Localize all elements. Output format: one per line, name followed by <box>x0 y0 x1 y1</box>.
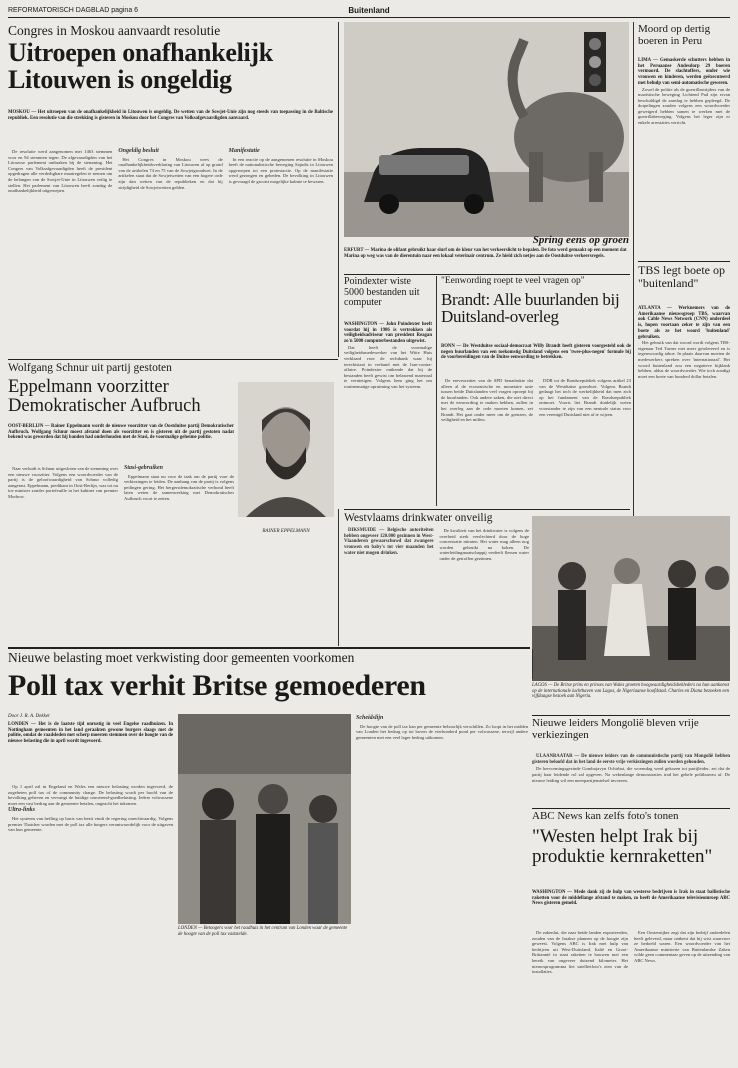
eppelmann-body <box>8 466 234 634</box>
eppelmann-kicker: Wolfgang Schnur uit partij gestoten <box>8 362 172 374</box>
column-divider <box>338 22 339 357</box>
westvlaams-body <box>344 528 529 646</box>
erfurt-photo <box>344 22 629 237</box>
eppelmann-body-p1: Naar verluidt is Schnur uitgesloten van de stemming over een nieuwe voorzitter. Volgens een woordvoerder van de partij is de geloofwaardigheid van Schnur volledig aangetast. Eppelmann, predikant in Oost-Berlijn, was tot nu toe minister zonder portefeuille in het kabinet van premier Modrow. <box>8 466 118 499</box>
divider-rule <box>344 509 630 510</box>
poindexter-body-wrap <box>344 322 432 502</box>
polltax-kicker: Nieuwe belasting moet verkwisting door gemeenten voorkomen <box>8 650 355 665</box>
divider-rule <box>8 359 338 360</box>
tbs-lead: ATLANTA — Werknemers van de Amerikaanse nieuwsgroep TBS, waarvan ook Cable News Network (CNN) onderdeel is, hopen voortaan zeker te zijn van een boete als ze het woord 'buitenland' gebruiken. <box>638 306 730 340</box>
eppelmann-photo-caption: RAINER EPPELMANN <box>262 529 310 534</box>
poindexter-lead: WASHINGTON — John Poindexter heeft voordat hij in 1986 is vertrokken als veiligheidsadviseur van president Reagan zo'n 5000 computerbestanden uitgewist. <box>344 322 432 345</box>
polltax-lead-wrap <box>8 722 173 782</box>
erfurt-caption: ERFURT — Marina de olifant gebruikt haar slurf om de kleur van het verkeerslicht te bepalen. De foto werd gemaakt op een moment dat Marina op weg was van de dierentuin naar een lokaal veterinair centrum. Ze hield zich netjes aan de Oostduitse verkeersregels. <box>344 248 627 259</box>
header-paper-name: REFORMATORISCH DAGBLAD pagina 6 <box>8 7 139 14</box>
erfurt-caption-wrap <box>344 248 629 270</box>
poindexter-headline-wrap <box>344 277 432 319</box>
moskou-body <box>8 149 333 354</box>
polltax-photo <box>178 714 351 924</box>
eppelmann-headline-wrap <box>8 378 238 422</box>
brandt-kicker-wrap <box>441 277 631 289</box>
moskou-subhead: Ongeldig besluit <box>118 148 159 154</box>
divider-rule <box>344 274 630 275</box>
header-section: Buitenland <box>348 6 390 15</box>
polltax-subhead-2: Scheidslijn <box>356 715 384 721</box>
abc-kicker: ABC News kan zelfs foto's tonen <box>532 810 679 822</box>
moskou-body-p3: In een reactie op de aangenomen resolutie in Moskou heeft de nationalistische beweging Sajudis in Litouwen opgeroepen tot een protestactie. Op de manifestatie werd gezongen en gebeden. De bevolking in Litouwen is gevraagd de grootst mogelijke kalmte te bewaren. <box>228 156 333 184</box>
eppelmann-headline: Eppelmann voorzitter Demokratischer Aufbruch <box>8 377 201 417</box>
moskou-lead-wrap <box>8 110 333 145</box>
column-divider <box>532 649 533 679</box>
peru-headline: Moord op dertig boeren in Peru <box>638 23 711 47</box>
moskou-body-p2: Het Congres in Moskou wees de onafhankelijkheidsverklaring van Litouwen af op grond van de artikelen 74 en 75 van de Sowjetgrondwet. In de artikelen staat dat de Sowjetwetten van een hogere orde zijn dan wetten van de republieken en dat bij strijdigheid de Sowjetwetten gelden. <box>118 156 223 190</box>
peru-lead: LIMA — Gemaskerde schutters hebben in het Peruaanse Andesdorp 29 boeren vermoord. De slachtoffers, onder wie vrouwen en kinderen, werden geëxecuteerd met behulp van semi-automatische geweren. <box>638 58 730 86</box>
moskou-kicker-wrap <box>8 24 333 38</box>
poindexter-headline: Poindexter wiste 5000 bestanden uit computer <box>344 276 420 308</box>
brandt-headline-wrap <box>441 291 631 343</box>
lagos-caption-wrap <box>532 683 730 713</box>
abc-body-p1: De zakenlui, die naar beide landen exporteerden, zouden van de Iraakse plannen op de hoogte zijn geweest. Volgens ABC is Irak met hulp van bedrijven uit West-Duitsland, Italië en Groot-Brittannië in staat raketten te bouwen met een bereik van ongeveer duizend kilometer. Het nieuwsprogramma liet satellietfoto's zien van de installaties. <box>532 930 628 975</box>
polltax-headline-wrap <box>8 671 528 707</box>
polltax-body-p1: Op 1 april zal in Engeland en Wales een nieuwe belasting worden ingevoerd, de zogeheten poll tax of de community charge. De belasting wordt per hoofd van de bevolking geheven en vervangt de huidige onroerend-goedbelasting. Iedere volwassene moet een vast bedrag aan de gemeente betalen, ongeacht het inkomen. <box>8 784 173 806</box>
abc-body-p2: Een Oostenrijker zegt dat zijn bedrijf onderdelen heeft geleverd, maar ontkent dat hij wist waarvoor ze bedoeld waren. Een woordvoerder van het Amerikaanse ministerie van Buitenlandse Zaken wilde geen commentaar geven op de uitzending van ABC News. <box>634 930 730 963</box>
moskou-kicker: Congres in Moskou aanvaardt resolutie <box>8 23 221 38</box>
poindexter-body: Dat heeft de voormalige veiligheidsmedewerker van het Witte Huis verklaard voor de rechtbank waar hij terechtstaat in verband met de Iran-contra-affaire. Poindexter ontkende dat hij de bestanden heeft gewist om belastend materiaal te vernietigen. Volgens hem ging het om routinematige opruiming van het systeem. <box>344 344 432 389</box>
polltax-subhead: Ultra-links <box>8 807 36 814</box>
moskou-headline-wrap <box>8 40 338 108</box>
moskou-subhead-2: Manifestatie <box>228 148 260 154</box>
mongolie-headline-wrap <box>532 718 730 752</box>
brandt-body-p2: DDR tot de Bondsrepubliek volgens artikel 23 van de Westduitse grondwet. Volgens Brandt gedaagt het toch de werkelijkheid dat men zich op het fundament van de Bondsrepubliek ontmoet. Voorts liet Brandt duidelijk weten voorstander te zijn van een neutrale status voor een verenigd Duitsland niet af te wijzen. <box>539 378 631 417</box>
divider-rule <box>8 647 530 649</box>
mongolie-body-p1: De hervormingsgezinde Gombojavyn Ochirbat, die woensdag werd gekozen tot partijleider, zei dat de partij haar leidende rol zal opgeven. Na wekenlange demonstraties trad het gehele politbureau af. De nieuwe leiding wil een meerpartijenstelsel invoeren. <box>532 766 730 783</box>
lagos-illustration <box>532 516 730 681</box>
brandt-lead-wrap <box>441 344 631 376</box>
mongolie-headline: Nieuwe leiders Mongolië bleven vrije verkiezingen <box>532 717 699 741</box>
brandt-body-p1: De ereveorzitter van de SPD benadrukte dat alleen al de economische en monetaire unie tussen beide Duitslanden veel vragen oproept bij de buurlanden. Ook andere zaken, die niet direct met de eenwording te maken hebben, zullen in het overleg aan de orde moeten komen, zei Brandt. Het gaat onder meer om de grenzen, de veiligheid en het milieu. <box>441 378 533 423</box>
erfurt-caption-title: Spring eens op groen <box>532 234 629 246</box>
page-header <box>8 4 730 18</box>
elephant-car-illustration <box>344 22 629 237</box>
brandt-lead: BONN — De Westduitse sociaal-democraat Willy Brandt heeft gisteren voorgesteld ook de negen buurlanden van een toekomstig Duitsland volgens een 'twee-plus-negen' formule bij de voorbereidingen van de Duitse eenwording te betrekken. <box>441 344 631 361</box>
polltax-body-p2: Het systeem van heffing op basis van bezit vindt de regering onrechtvaardig. Volgens premier Thatcher worden met de poll tax alle burgers verantwoordelijk voor de uitgaven van hun gemeente. <box>8 815 173 833</box>
moskou-headline: Uitroepen onafhankelijk Litouwen is ongeldig <box>8 38 273 94</box>
eppelmann-body-p2: Eppelmann staat nu voor de taak om de partij voor de verkiezingen te leiden. De aanhang van de partij is volgens peilingen gering. Het bergersdemokratische verbond heeft laten weten de samenwerking met Demokratischer Aufbruch voort te zetten. <box>124 473 234 501</box>
brandt-kicker: "Eenwording roept te veel vragen op" <box>441 276 585 286</box>
moskou-lead: MOSKOU — Het uitroepen van de onafhankelijkheid in Litouwen is ongeldig. De wetten van de Sowjet-Unie zijn nog steeds van toepassing in de Baltische republiek. Een resolutie van die strekking is gisteren in Moskou door het Congres van Volksafgevaardigden aanvaard. <box>8 110 333 121</box>
eppelmann-kicker-wrap <box>8 362 333 376</box>
moskou-body-p1: De resolutie werd aangenomen met 1463 stemmen voor en 94 stemmen tegen. De afgevaardigden van het Litouwse parlement ontbraken bij de stemming. Het Congres van Volksafgevaardigden heeft de president opgedragen alle verdedigbare maatregelen te nemen om de belangen van de Sowjet-Unie in Litouwen veilig te stellen. Het parlement van Litouwen heeft zondag de onafhankelijkheid uitgeroepen. <box>8 149 113 194</box>
eppelmann-lead-wrap <box>8 424 234 464</box>
polltax-byline: Door J. R. A. Dekker <box>8 714 50 719</box>
tbs-headline-wrap <box>638 264 730 304</box>
brandt-body <box>441 378 631 506</box>
westvlaams-headline: Westvlaams drinkwater onveilig <box>344 512 493 524</box>
lagos-photo <box>532 516 730 681</box>
polltax-body-col1 <box>8 784 173 1054</box>
eppelmann-photo <box>238 382 334 517</box>
mongolie-body <box>532 754 730 804</box>
brandt-headline: Brandt: Alle buurlanden bij Duitsland-overleg <box>441 290 620 327</box>
divider-rule <box>532 808 730 809</box>
polltax-photo-caption-wrap <box>178 926 351 962</box>
column-divider <box>338 509 339 646</box>
peru-body-wrap <box>638 58 730 258</box>
peru-body: Zowel de politie als de guerrillastrijders van de maoïstische beweging Lichtend Pad zijn ervan beschuldigd de aanslag te hebben gepleegd. De dorpelingen zouden volgens een woordvoerder geweigerd hebben samen te werken met de guerrillabeweging. Volgens het leger zijn er enkele arrestaties verricht. <box>638 86 730 126</box>
lagos-caption: LAGOS — De Britse prins en prinses van Wales groeten hoogwaardigheidsbekleders na hun aankomst op de internationale luchthaven van Lagos, de Nigeriaanse hoofdstad. Charles en Diana bezoeken een vijfdaagse bezoek aan Nigeria. <box>532 683 730 700</box>
polltax-body-p3: De hoogte van de poll tax kan per gemeente behoorlijk verschillen. Zo loopt in het midden van Londen het bedrag op tot boven de vierhonderd pond per volwassene, terwijl andere gemeenten met een veel lager bedrag uitkomen. <box>356 723 528 740</box>
polltax-kicker-wrap <box>8 651 528 669</box>
eppelmann-photo-caption-wrap <box>238 519 334 534</box>
divider-rule <box>532 715 730 716</box>
eppelmann-subhead: Stasi-gebruiken <box>124 465 164 471</box>
newspaper-page <box>8 4 730 1062</box>
abc-lead: WASHINGTON — Mede dank zij de hulp van westerse bedrijven is Irak in staat ballistische raketten voor de middellange afstand te maken, zo heeft de Amerikaanse televisieomroep ABC News gisteren gemeld. <box>532 890 730 907</box>
mongolie-lead: ULAANBAATAR — De nieuwe leiders van de communistische partij van Mongolië hebben gisteren beloofd dat in het land de eerste vrije verkiezingen zullen worden gehouden. <box>532 754 730 765</box>
polltax-headline: Poll tax verhit Britse gemoederen <box>8 669 426 702</box>
polltax-photo-caption: LONDEN — Betoogers voor het raadhuis in het centrum van Londen waar de gemeente de hoogte van de poll tax vaststelde. <box>178 926 348 937</box>
polltax-byline-wrap <box>8 712 173 721</box>
abc-kicker-wrap <box>532 811 730 825</box>
westvlaams-headline-wrap <box>344 512 544 526</box>
abc-headline-wrap <box>532 827 730 887</box>
westvlaams-body-p1: De kwaliteit van het drinkwater is volgens de overheid sterk verslechterd door de hoge concentratie nitraten. Het water mag alleen nog worden gebruikt na koken. De waterleidingmaatschappij verdeelt flessen water onder de getroffen gezinnen. <box>439 528 529 561</box>
divider-rule <box>638 261 730 262</box>
protest-illustration <box>178 714 351 924</box>
polltax-body-col3 <box>356 714 528 1054</box>
erfurt-caption-title-wrap <box>344 230 629 246</box>
polltax-lead: LONDEN — Het is de laatste tijd onrustig in veel Engelse raadhuizen. In Nottingham gemeenten in het land geraakten gewone burgers slaags met de politie, omdat de raadsleden met scherp moesten stemmen over de hoogte van de nieuwe belasting die in april wordt ingevoerd. <box>8 722 173 745</box>
abc-lead-wrap <box>532 890 730 928</box>
westvlaams-lead: DIKSMUIDE — Belgische autoriteiten hebben ongeveer 120.000 gezinnen in West-Vlaanderen gewaarschuwd dat zwangere vrouwen en baby's tot vier maanden het water niet mogen drinken. <box>344 528 434 556</box>
abc-body <box>532 930 730 1054</box>
column-divider <box>436 276 437 506</box>
peru-headline-wrap <box>638 24 730 54</box>
tbs-body-wrap <box>638 306 730 506</box>
abc-headline: "Westen helpt Irak bij produktie kernraketten" <box>532 826 713 867</box>
tbs-body: Het gebruik van dat woord wordt volgens TBS-eigenaar Ted Turner niet meer getolereerd en is tegenwoordig taboe. In plaats daarvan moeten de medewerkers spreken over 'internationaal'. Het woord buitenland zou een negatieve bijklank hebben, aldus de woordvoerder. Wie toch zondigt moet een boete van honderd dollar betalen. <box>638 340 730 379</box>
portrait-illustration <box>238 382 334 517</box>
tbs-headline: TBS legt boete op "buitenland" <box>638 263 725 290</box>
eppelmann-lead: OOST-BERLIJN — Rainer Eppelmann wordt de nieuwe voorzitter van de Oostduitse partij Demokratischer Aufbruch. Wolfgang Schnur moest afstand doen als voorzitter en is gisteren uit de partij gestoten nadat bekend was geworden dat hij banden had onderhouden met de Stasi, de voormalige geheime politie. <box>8 424 234 441</box>
